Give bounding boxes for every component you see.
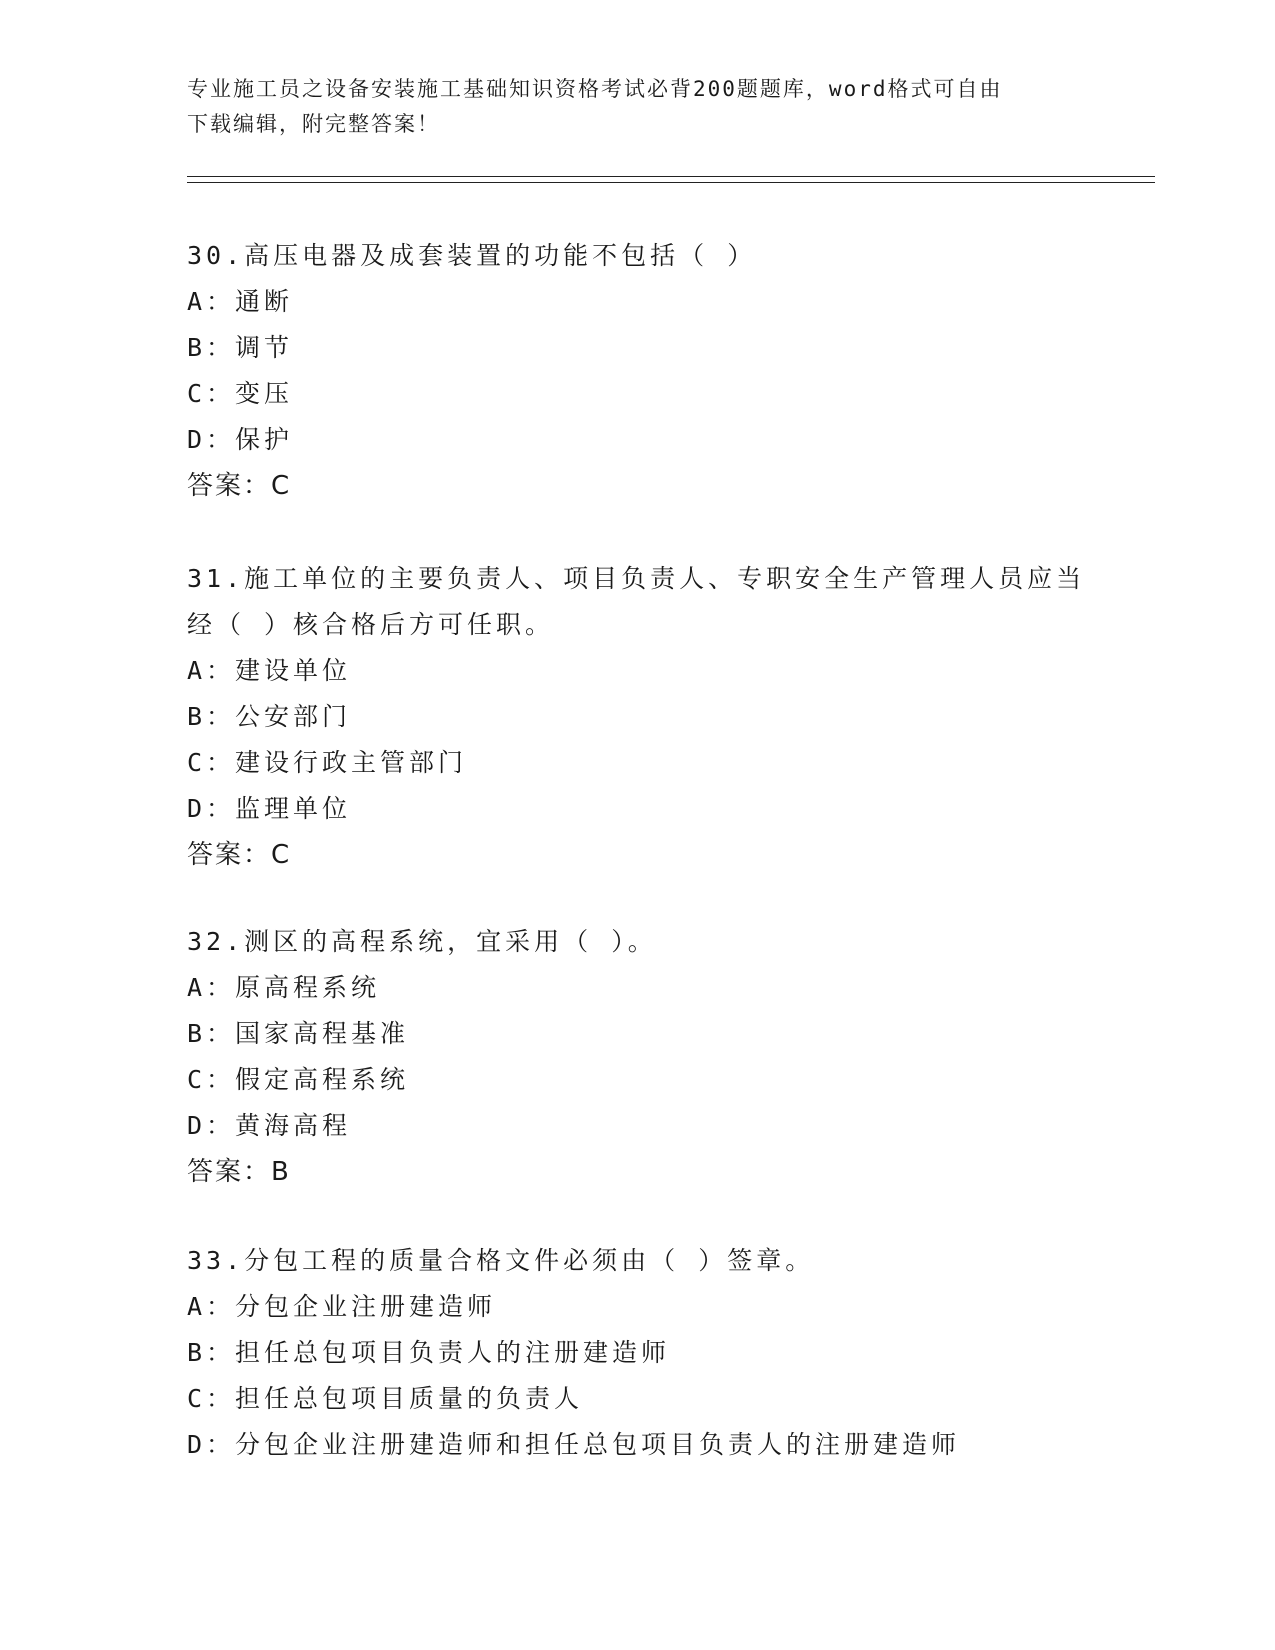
- question-32: [187, 919, 1087, 1195]
- option-d: D：分包企业注册建造师和担任总包项目负责人的注册建造师: [187, 1430, 961, 1459]
- option-d: D：保护: [187, 425, 294, 454]
- question-30: [187, 233, 1087, 509]
- question-stem: 30.高压电器及成套装置的功能不包括（ ）: [187, 241, 757, 270]
- option-c: C：建设行政主管部门: [187, 748, 468, 777]
- header-rule-bottom: [187, 182, 1155, 183]
- option-a: A：建设单位: [187, 656, 352, 685]
- option-d: D：监理单位: [187, 794, 352, 823]
- answer: 答案：C: [187, 471, 292, 501]
- question-stem: 33.分包工程的质量合格文件必须由（ ）签章。: [187, 1246, 815, 1275]
- question-stem-continued: 经（ ）核合格后方可任职。: [187, 610, 555, 639]
- header-line-1: 专业施工员之设备安装施工基础知识资格考试必背200题题库，word格式可自由: [187, 77, 1003, 101]
- option-a: A：分包企业注册建造师: [187, 1292, 497, 1321]
- header-rule-top: [187, 176, 1155, 177]
- option-c: C：假定高程系统: [187, 1065, 410, 1094]
- answer: 答案：C: [187, 840, 292, 870]
- question-stem: 32.测区的高程系统，宜采用（ ）。: [187, 927, 657, 956]
- question-31: [187, 556, 1087, 878]
- question-33: [187, 1238, 1087, 1468]
- option-b: B：国家高程基准: [187, 1019, 410, 1048]
- option-b: B：调节: [187, 333, 294, 362]
- answer: 答案：B: [187, 1157, 291, 1187]
- option-b: B：担任总包项目负责人的注册建造师: [187, 1338, 671, 1367]
- option-a: A：原高程系统: [187, 973, 381, 1002]
- option-d: D：黄海高程: [187, 1111, 352, 1140]
- question-stem: 31.施工单位的主要负责人、项目负责人、专职安全生产管理人员应当: [187, 564, 1086, 593]
- option-c: C：变压: [187, 379, 294, 408]
- header-line-2: 下载编辑，附完整答案！: [187, 112, 440, 136]
- option-c: C：担任总包项目质量的负责人: [187, 1384, 584, 1413]
- document-header: [187, 72, 1087, 142]
- option-a: A：通断: [187, 287, 294, 316]
- option-b: B：公安部门: [187, 702, 352, 731]
